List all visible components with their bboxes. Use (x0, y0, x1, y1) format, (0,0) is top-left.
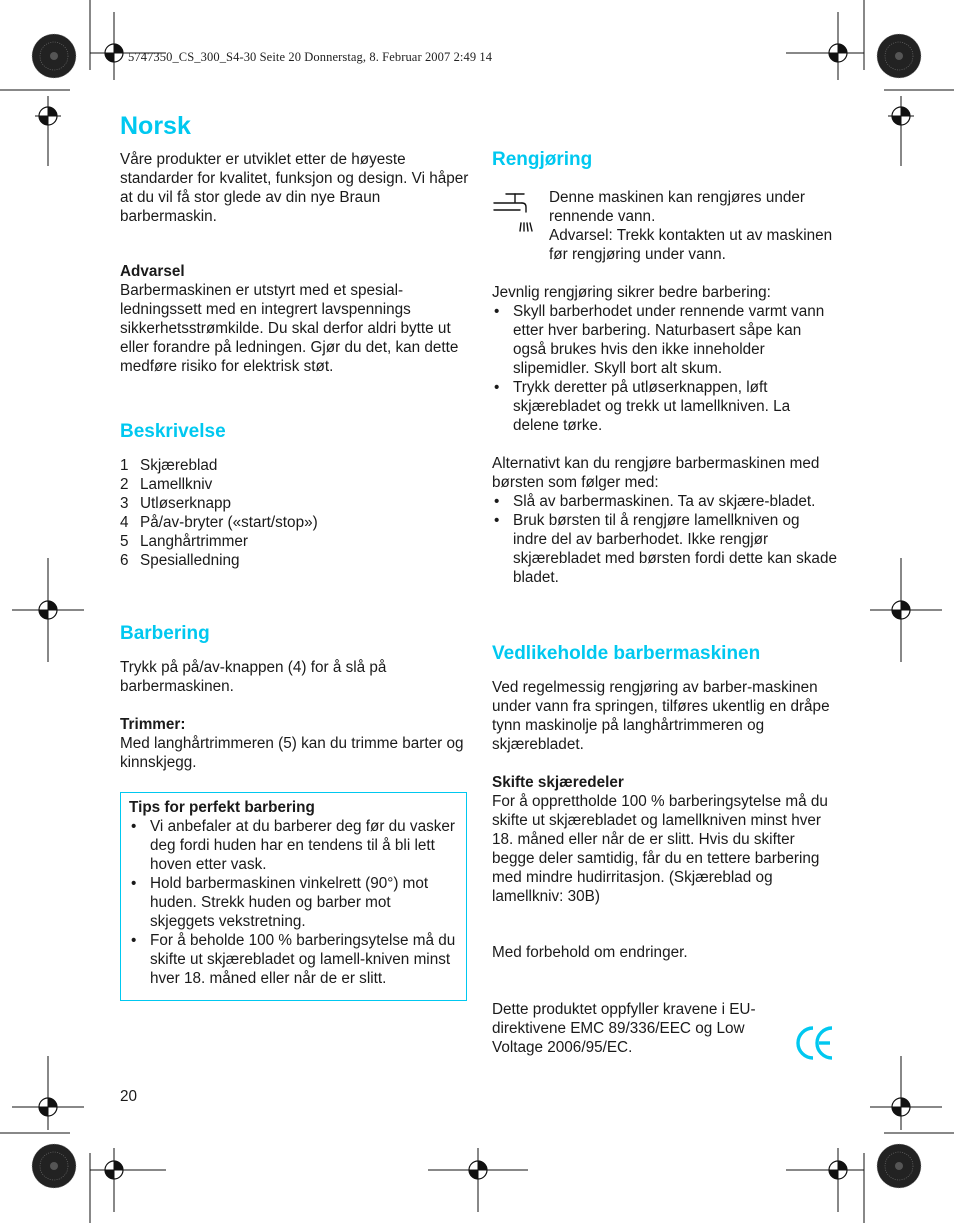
ce-mark-icon (796, 1024, 836, 1062)
cleaning-intro: Jevnlig rengjøring sikrer bedre barbering: (492, 284, 771, 301)
intro-text: Våre produkter er utviklet etter de høyeste standarder for kvalitet, funksjon og design. Vi håper at du vil få stor glede av din nye Braun barbermaskin. (120, 151, 469, 225)
list-item: • Skyll barberhodet under rennende varmt vann etter hver barbering. Naturbasert såpe kan også brukes hvis den ikke inneholder slipemidler. Skyll bort alt skum. (492, 302, 837, 378)
right-column (492, 148, 837, 1057)
list-item: • For å beholde 100 % barberingsytelse må du skifte ut skjærebladet og lamell-kniven minst hver 18. måned eller når de er slitt. (129, 931, 458, 988)
cleaning-heading: Rengjøring (492, 149, 593, 170)
list-item: • Hold barbermaskinen vinkelrett (90°) mot huden. Strekk huden og barber mot skjeggets vekstretning. (129, 874, 458, 931)
list-item: 5 Langhårtrimmer (120, 533, 248, 550)
description-heading: Beskrivelse (120, 421, 226, 442)
description-list (120, 456, 470, 570)
color-wheel-icon (877, 34, 921, 78)
maintenance-heading: Vedlikeholde barbermaskinen (492, 643, 761, 664)
parts-text: For å opprettholde 100 % barberingsytelse må du skifte ut skjærebladet og lamellkniven minst hver 18. måned eller når de er slitt. Hvis du skifter begge deler samtidig, får du en tettere barbering med mindre hudirritasjon. (Skjæreblad og lamellkniv: 30B) (492, 793, 828, 905)
page-title: Norsk (120, 112, 191, 140)
maintenance-text: Ved regelmessig rengjøring av barber-maskinen under vann fra springen, tilføres ukentlig en dråpe tynn maskinolje på langhårtrimmeren og skjærebladet. (492, 679, 830, 753)
tap-text: Denne maskinen kan rengjøres under rennende vann. (549, 189, 805, 225)
list-item: • Trykk deretter på utløserknappen, løft skjærebladet og trekk ut lamellkniven. La delene tørke. (492, 378, 837, 435)
print-header: 5747350_CS_300_S4-30 Seite 20 Donnerstag, 8. Februar 2007 2:49 14 (128, 50, 493, 64)
warning-heading: Advarsel (120, 263, 185, 280)
tips-list (129, 817, 458, 988)
warning-text: Barbermaskinen er utstyrt med et spesial-ledningssett med en integrert lavspennings sikkerhetsstrømkilde. Du skal derfor aldri bytte ut eller forandre på ledningen. Gjør du det, kan dette medføre risiko for elektrisk støt. (120, 282, 459, 375)
color-wheel-icon (32, 1144, 76, 1188)
alt-cleaning-intro: Alternativt kan du rengjøre barbermaskinen med børsten som følger med: (492, 455, 820, 491)
alt-cleaning-list (492, 492, 837, 587)
list-item: • Vi anbefaler at du barberer deg før du vasker deg fordi huden har en tendens til å bli lett hoven etter vask. (129, 817, 458, 874)
list-item: 3 Utløserknapp (120, 495, 231, 512)
page-number: 20 (120, 1088, 138, 1105)
trimmer-heading: Trimmer: (120, 716, 186, 733)
reservation-text: Med forbehold om endringer. (492, 944, 688, 961)
parts-heading: Skifte skjæredeler (492, 774, 624, 791)
shaving-text: Trykk på på/av-knappen (4) for å slå på barbermaskinen. (120, 659, 387, 695)
list-item: 4 På/av-bryter («start/stop») (120, 514, 318, 531)
tips-box (120, 792, 467, 1001)
tap-water-icon (492, 190, 538, 234)
list-item: • Slå av barbermaskinen. Ta av skjære-bladet. (492, 492, 837, 511)
list-item: 6 Spesialledning (120, 552, 240, 569)
shaving-heading: Barbering (120, 623, 210, 644)
compliance-text: Dette produktet oppfyller kravene i EU-direktivene EMC 89/336/EEC og Low Voltage 2006/95/EC. (492, 1001, 756, 1056)
list-item: 2 Lamellkniv (120, 476, 213, 493)
tips-heading: Tips for perfekt barbering (129, 799, 315, 816)
tap-warning: Advarsel: Trekk kontakten ut av maskinen før rengjøring under vann. (549, 227, 833, 263)
list-item: • Bruk børsten til å rengjøre lamellkniven og indre del av barberhodet. Ikke rengjør skjærebladet med børsten fordi dette kan skade bladet. (492, 511, 837, 587)
color-wheel-icon (877, 1144, 921, 1188)
list-item: 1 Skjæreblad (120, 457, 218, 474)
color-wheel-icon (32, 34, 76, 78)
trimmer-text: Med langhårtrimmeren (5) kan du trimme barter og kinnskjegg. (120, 735, 464, 771)
left-column (120, 110, 470, 1001)
cleaning-list (492, 302, 837, 435)
